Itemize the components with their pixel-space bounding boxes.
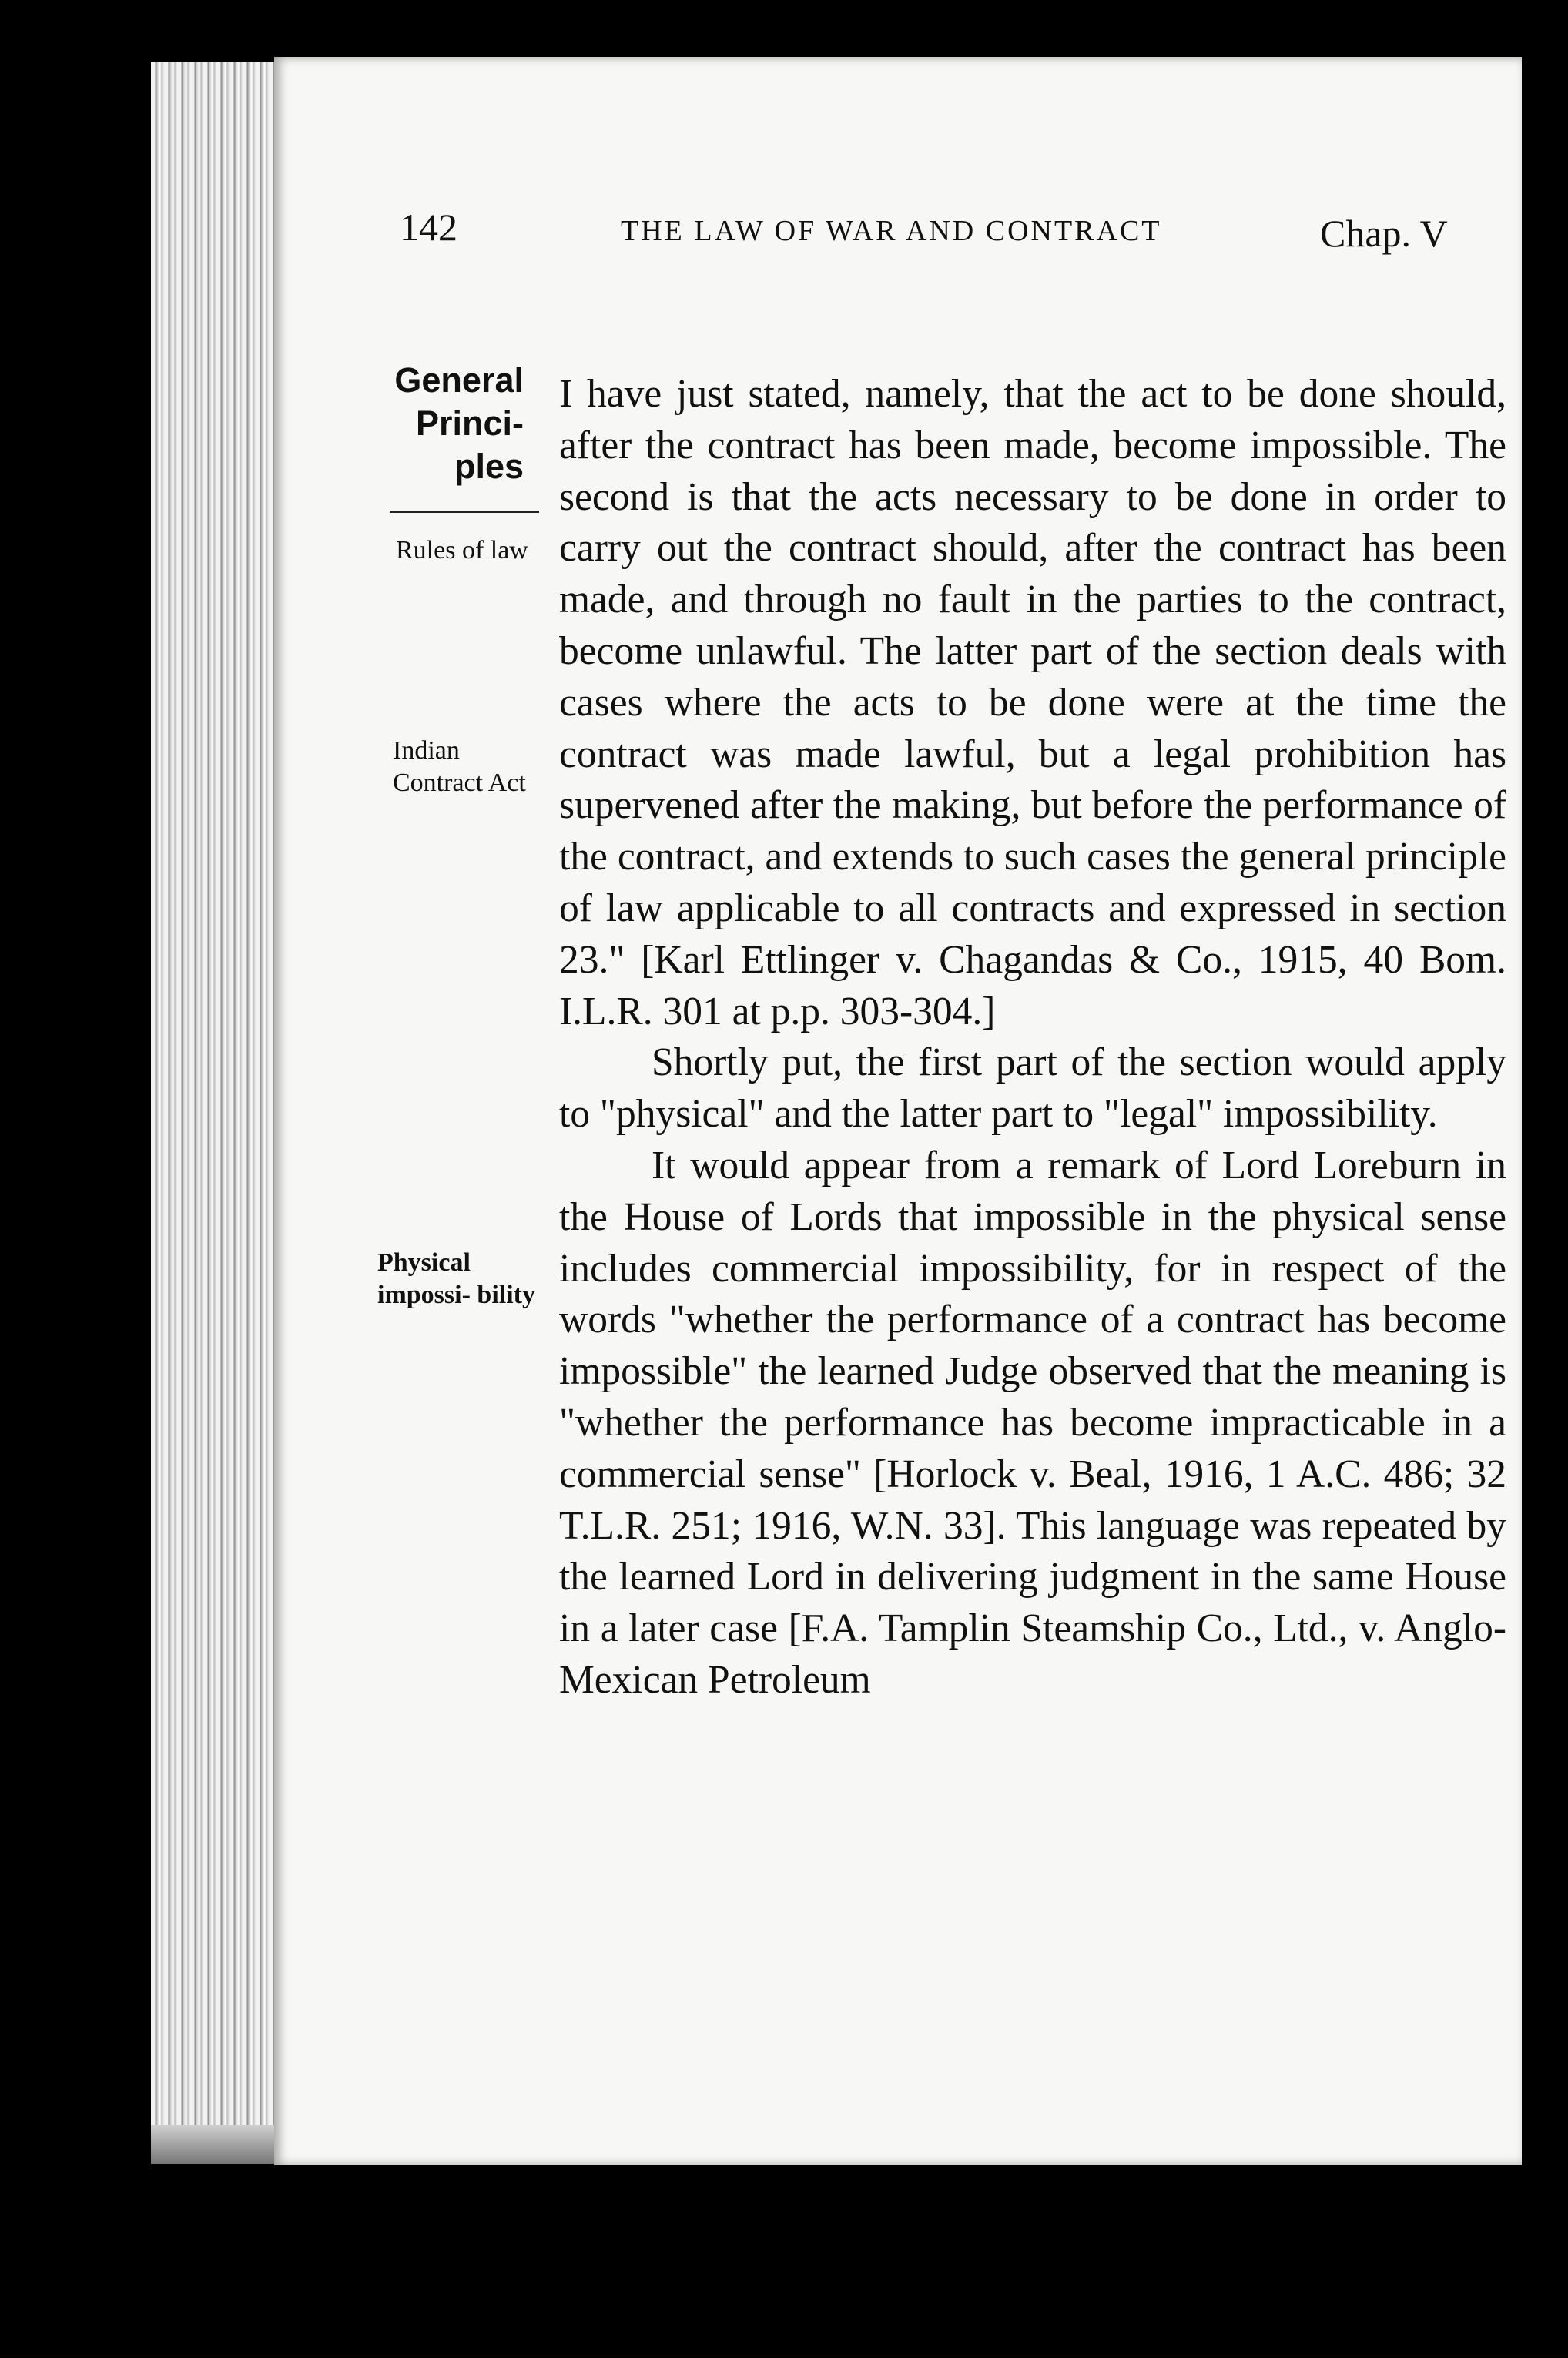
sidenote-indian-contract-act: Indian Contract Act [393,736,526,797]
page-number: 142 [400,206,457,249]
page-stack-edge [151,62,282,2164]
book-page [274,57,1522,2165]
paragraph: Shortly put, the first part of the section would apply to "physical" and the latter part to "legal" impossibility. [559,1040,1506,1137]
chapter-label: Chap. V [1320,212,1448,255]
sidenote-heading: General Princi- ples [394,360,524,486]
paragraph: I have just stated, namely, that the act to be done should, after the contract has been made, become impossible. The second is that the acts necessary to be done in order to carry out the contract should, after the contract has been made, and through no fault in the parties to the contract, become unlawful. The latter part of the section deals with cases where the acts to be done were at the time the contract was made lawful, but a legal prohibition has supervened after the making, but before the performance of the contract, and extends to such cases the general principle of law applicable to all contracts and expressed in section 23." [Karl Ettlinger v. Chagandas & Co., 1915, 40 Bom. I.L.R. 301 at p.p. 303-304.] [559,372,1506,1033]
body-text [559,369,1506,1707]
sidenote-physical-impossibility: Physical impossi- bility [377,1248,535,1309]
sidenote-divider [390,511,539,513]
paragraph: It would appear from a remark of Lord Loreburn in the House of Lords that impossible in the physical sense includes commercial impossibility, for in respect of the words "whether the performance of a contract has become impossible" the learned Judge observed that the meaning is "whether the performance has become impracticable in a commercial sense" [Horlock v. Beal, 1916, 1 A.C. 486; 32 T.L.R. 251; 1916, W.N. 33]. This language was repeated by the learned Lord in delivering judgment in the same House in a later case [F.A. Tamplin Steamship Co., Ltd., v. Anglo-Mexican Petroleum [559,1143,1506,1702]
running-title: THE LAW OF WAR AND CONTRACT [621,215,1162,247]
sidenote-rules-of-law: Rules of law [396,536,528,564]
